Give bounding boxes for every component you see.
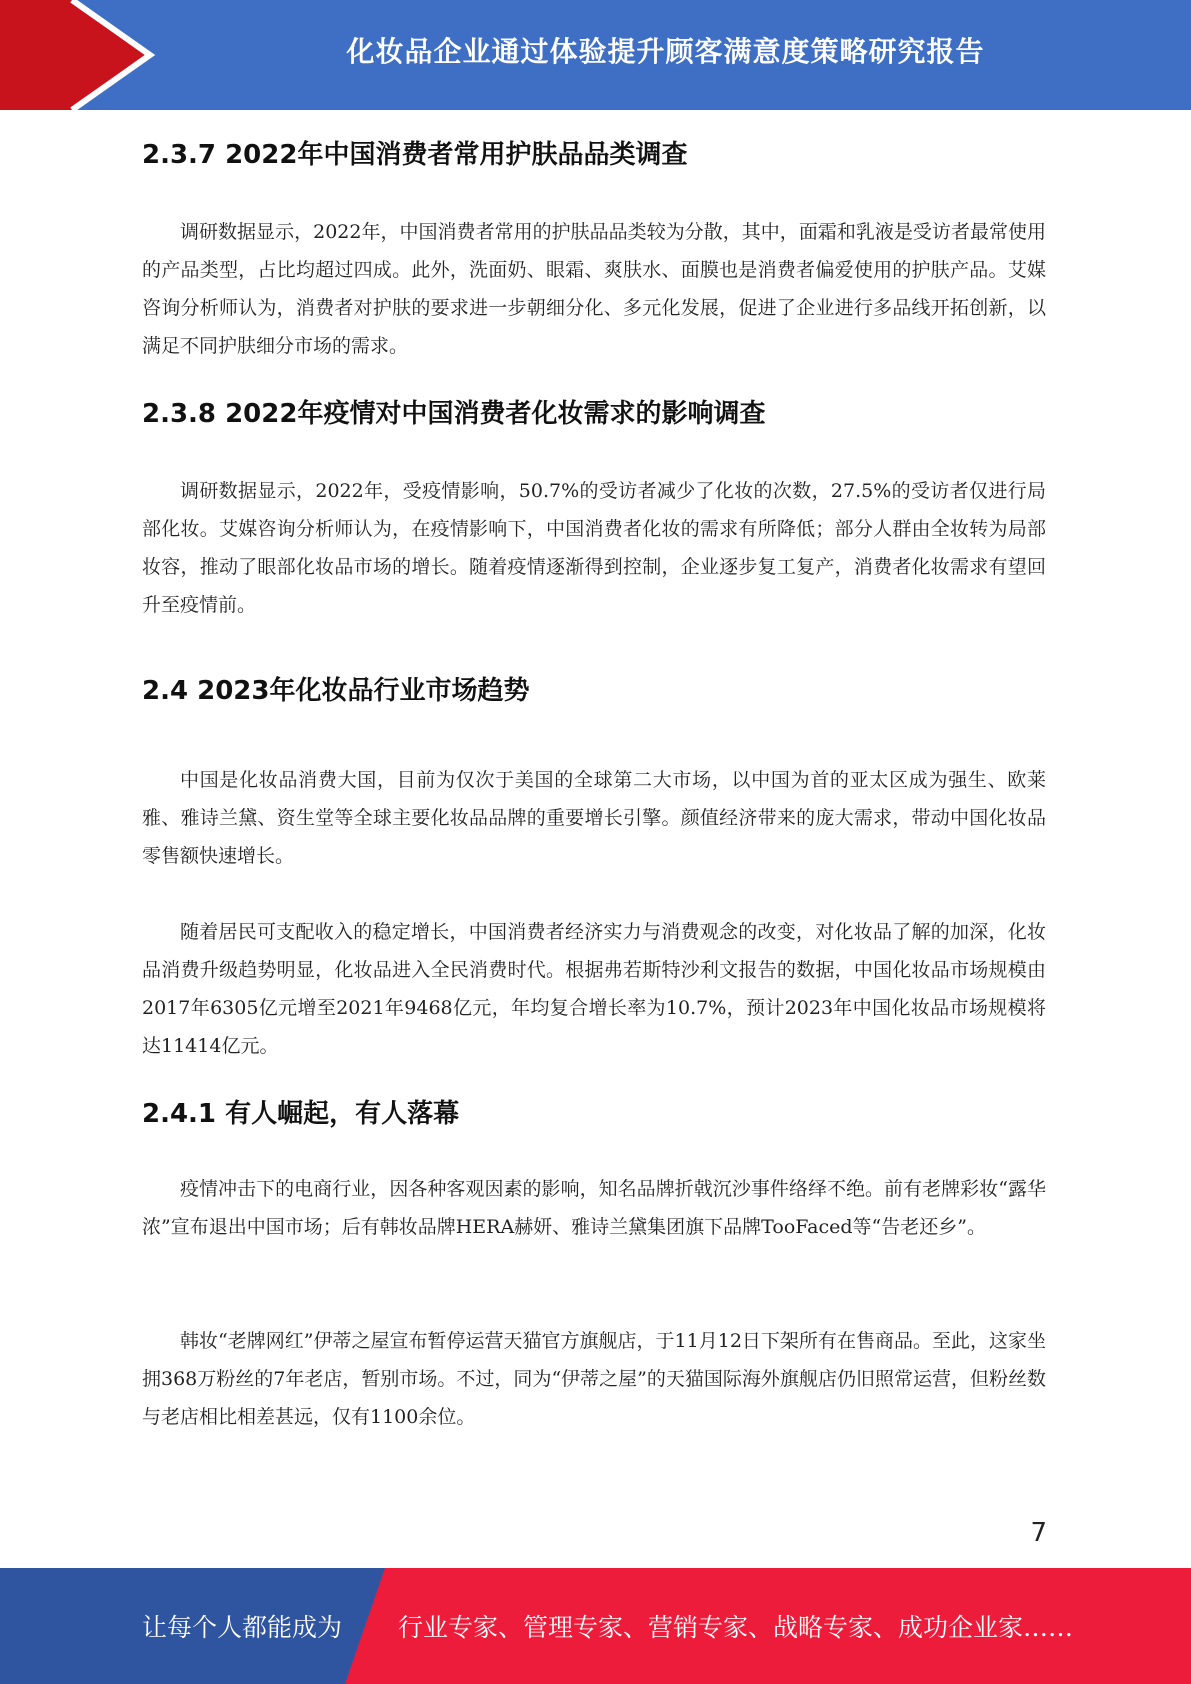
paragraph: 韩妆“老牌网红”伊蒂之屋宣布暂停运营天猫官方旗舰店，于11月12日下架所有在售商品。至此，这家坐拥368万粉丝的7年老店，暂别市场。不过，同为“伊蒂之屋”的天猫国际海外旗舰店仍旧照常运营，但粉丝数与老店相比相差甚远，仅有1100余位。 — [142, 1330, 1046, 1428]
paragraph: 调研数据显示，2022年，中国消费者常用的护肤品品类较为分散，其中，面霜和乳液是受访者最常使用的产品类型，占比均超过四成。此外，洗面奶、眼霜、爽肤水、面膜也是消费者偏爱使用的护肤产品。艾媒咨询分析师认为，消费者对护肤的要求进一步朝细分化、多元化发展，促进了企业进行多品线开拓创新，以满足不同护肤细分市场的需求。 — [142, 221, 1046, 357]
footer-slogan-left: 让每个人都能成为 — [142, 1613, 343, 1642]
page-header — [0, 0, 1191, 110]
paragraph: 中国是化妆品消费大国，目前为仅次于美国的全球第二大市场，以中国为首的亚太区成为强生、欧莱雅、雅诗兰黛、资生堂等全球主要化妆品品牌的重要增长引擎。颜值经济带来的庞大需求，带动中国化妆品零售额快速增长。 — [142, 769, 1046, 867]
paragraph: 调研数据显示，2022年，受疫情影响，50.7%的受访者减少了化妆的次数，27.5%的受访者仅进行局部化妆。艾媒咨询分析师认为，在疫情影响下，中国消费者化妆的需求有所降低；部分人群由全妆转为局部妆容，推动了眼部化妆品市场的增长。随着疫情逐渐得到控制，企业逐步复工复产，消费者化妆需求有望回升至疫情前。 — [142, 480, 1046, 616]
paragraph: 随着居民可支配收入的稳定增长，中国消费者经济实力与消费观念的改变，对化妆品了解的加深，化妆品消费升级趋势明显，化妆品进入全民消费时代。根据弗若斯特沙利文报告的数据，中国化妆品市场规模由2017年6305亿元增至2021年9468亿元，年均复合增长率为10.7%，预计2023年中国化妆品市场规模将达11414亿元。 — [142, 921, 1046, 1057]
section-heading-2-4-1: 2.4.1 有人崛起，有人落幕 — [142, 1099, 460, 1129]
report-title: 化妆品企业通过体验提升顾客满意度策略研究报告 — [346, 35, 985, 68]
paragraph: 疫情冲击下的电商行业，因各种客观因素的影响，知名品牌折戟沉沙事件络绎不绝。前有老牌彩妆“露华浓”宣布退出中国市场；后有韩妆品牌HERA赫妍、雅诗兰黛集团旗下品牌TooFaced等“告老还乡”。 — [142, 1178, 1046, 1238]
section-heading-2-3-7: 2.3.7 2022年中国消费者常用护肤品品类调查 — [142, 140, 688, 170]
section-heading-2-3-8: 2.3.8 2022年疫情对中国消费者化妆需求的影响调查 — [142, 399, 766, 429]
page-footer — [0, 1568, 1191, 1684]
footer-slogan-right: 行业专家、管理专家、营销专家、战略专家、成功企业家…… — [398, 1613, 1074, 1642]
page-content — [142, 110, 1046, 1436]
section-heading-2-4: 2.4 2023年化妆品行业市场趋势 — [142, 676, 530, 706]
page-number: 7 — [1030, 1518, 1047, 1548]
